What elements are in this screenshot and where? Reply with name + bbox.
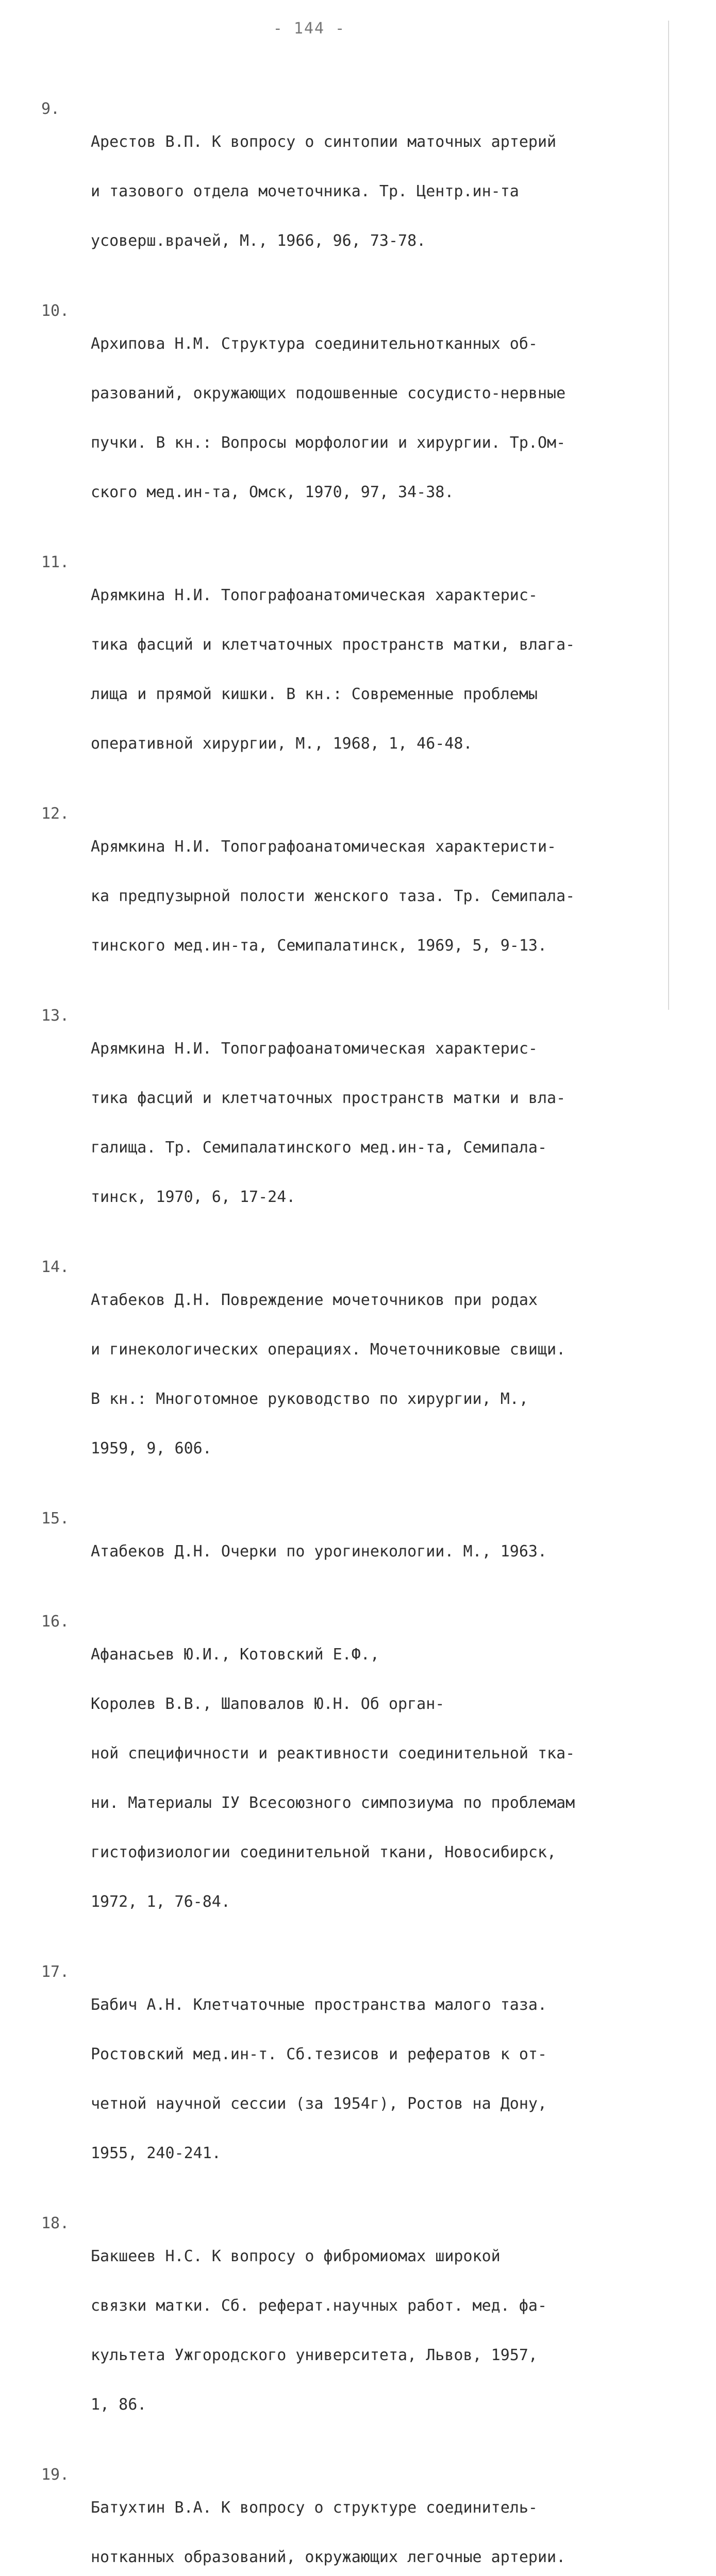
entry-text — [91, 2467, 665, 2576]
bibliography-entry — [41, 2467, 665, 2576]
entry-number: 10. — [41, 302, 70, 320]
entry-line: Королев В.В., Шаповалов Ю.Н. Об орган- — [91, 1695, 445, 1713]
entry-line: 1959, 9, 606. — [91, 1439, 212, 1458]
page-edge-line — [668, 21, 669, 1010]
bibliography-entry — [41, 554, 665, 785]
page-number: - 144 - — [273, 20, 346, 38]
entry-line: ни. Материалы IУ Всесоюзного симпозиума по проблемам — [91, 1794, 575, 1812]
entry-line: Афанасьев Ю.И., Котовский Е.Ф., — [91, 1646, 379, 1664]
bibliography-entry — [41, 101, 665, 282]
entry-line: ка предпузырной полости женского таза. Тр. Семипала- — [91, 887, 575, 905]
entry-line: лища и прямой кишки. В кн.: Современные проблемы — [91, 685, 538, 703]
bibliography-entry — [41, 1964, 665, 2195]
entry-number: 11. — [41, 553, 70, 571]
entry-line: Атабеков Д.Н. Очерки по урогинекологии. М., 1963. — [91, 1543, 547, 1561]
entry-line: четной научной сессии (за 1954г), Ростов на Дону, — [91, 2095, 547, 2113]
entry-number: 17. — [41, 1963, 70, 1981]
entry-number: 9. — [41, 100, 60, 118]
bibliography-entry — [41, 1511, 665, 1593]
entry-line: тинск, 1970, 6, 17-24. — [91, 1188, 296, 1206]
bibliography-list — [41, 101, 665, 2576]
entry-line: оперативной хирургии, М., 1968, 1, 46-48. — [91, 735, 473, 753]
entry-line: 1, 86. — [91, 2396, 147, 2414]
entry-line: усоверш.врачей, М., 1966, 96, 73-78. — [91, 232, 426, 250]
entry-line: В кн.: Многотомное руководство по хирургии, М., — [91, 1390, 528, 1408]
entry-line: Арестов В.П. К вопросу о синтопии маточных артерий — [91, 133, 557, 151]
entry-line: Атабеков Д.Н. Повреждение мочеточников при родах — [91, 1291, 538, 1309]
entry-line: ной специфичности и реактивности соединительной тка- — [91, 1744, 575, 1762]
entry-number: 12. — [41, 805, 70, 823]
entry-text — [91, 1008, 665, 1239]
entry-line: и тазового отдела мочеточника. Тр. Центр.ин-та — [91, 182, 519, 200]
entry-line: тинского мед.ин-та, Семипалатинск, 1969, 5, 9-13. — [91, 937, 547, 955]
entry-number: 14. — [41, 1258, 70, 1276]
entry-line: Бакшеев Н.С. К вопросу о фибромиомах широкой — [91, 2247, 501, 2265]
entry-text — [91, 1511, 665, 1593]
entry-number: 18. — [41, 2214, 70, 2232]
entry-line: Ростовский мед.ин-т. Сб.тезисов и рефератов к от- — [91, 2045, 547, 2063]
entry-number: 15. — [41, 1510, 70, 1528]
entry-line: и гинекологических операциях. Мочеточниковые свищи. — [91, 1341, 566, 1359]
entry-line: Арямкина Н.И. Топографоанатомическая характерис- — [91, 1040, 538, 1058]
entry-line: нотканных образований, окружающих легочные артерии. — [91, 2548, 566, 2566]
bibliography-entry — [41, 2215, 665, 2446]
entry-number: 19. — [41, 2466, 70, 2484]
entry-line: Батухтин В.А. К вопросу о структуре соединитель- — [91, 2499, 538, 2517]
bibliography-entry — [41, 806, 665, 987]
entry-text — [91, 2215, 665, 2446]
entry-line: Арямкина Н.И. Топографоанатомическая характерис- — [91, 586, 538, 604]
entry-line: пучки. В кн.: Вопросы морфологии и хирургии. Тр.Ом- — [91, 434, 566, 452]
entry-line: тика фасций и клетчаточных пространств матки, влага- — [91, 636, 575, 654]
entry-line: 1955, 240-241. — [91, 2144, 221, 2162]
entry-text — [91, 554, 665, 785]
entry-text — [91, 806, 665, 987]
entry-text — [91, 101, 665, 282]
bibliography-entry — [41, 1008, 665, 1239]
entry-text — [91, 1964, 665, 2195]
entry-line: Архипова Н.М. Структура соединительнотканных об- — [91, 335, 538, 353]
bibliography-entry — [41, 303, 665, 534]
entry-number: 13. — [41, 1007, 70, 1025]
entry-line: 1972, 1, 76-84. — [91, 1893, 230, 1911]
entry-line: галища. Тр. Семипалатинского мед.ин-та, Семипала- — [91, 1139, 547, 1157]
bibliography-entry — [41, 1259, 665, 1490]
entry-text — [91, 1259, 665, 1490]
entry-text — [91, 1614, 665, 1943]
entry-line: гистофизиологии соединительной ткани, Новосибирск, — [91, 1843, 557, 1861]
entry-number: 16. — [41, 1613, 70, 1631]
entry-line: культета Ужгородского университета, Львов, 1957, — [91, 2346, 538, 2364]
bibliography-entry — [41, 1614, 665, 1943]
entry-text — [91, 303, 665, 534]
entry-line: Бабич А.Н. Клетчаточные пространства малого таза. — [91, 1996, 547, 2014]
entry-line: Арямкина Н.И. Топографоанатомическая характеристи- — [91, 838, 557, 856]
entry-line: связки матки. Сб. реферат.научных работ. мед. фа- — [91, 2297, 547, 2315]
entry-line: ского мед.ин-та, Омск, 1970, 97, 34-38. — [91, 483, 454, 501]
entry-line: разований, окружающих подошвенные сосудисто-нервные — [91, 384, 566, 402]
entry-line: тика фасций и клетчаточных пространств матки и вла- — [91, 1089, 566, 1107]
